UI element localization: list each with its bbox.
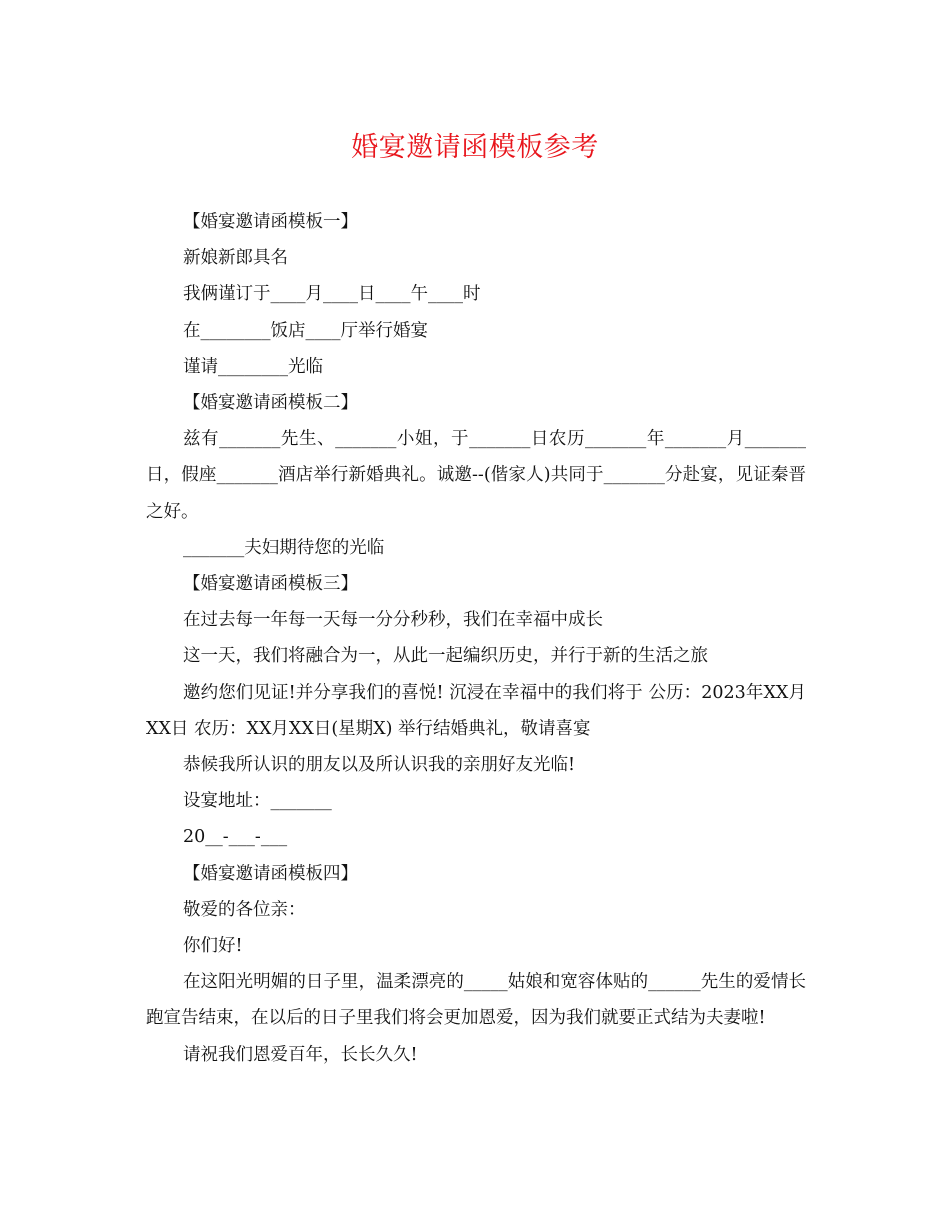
section-heading-template-1: 【婚宴邀请函模板一】 <box>183 212 358 232</box>
paragraph: 邀约您们见证!并分享我们的喜悦! 沉浸在幸福中的我们将于 公历：2023年XX月XX日 农历：XX月XX日(星期X) 举行结婚典礼，敬请喜宴 <box>146 682 806 739</box>
paragraph: 请祝我们恩爱百年，长长久久! <box>183 1044 418 1065</box>
paragraph: 设宴地址：_______ <box>183 791 332 812</box>
paragraph: 敬爱的各位亲： <box>183 899 306 920</box>
paragraph: 你们好! <box>183 936 243 957</box>
paragraph: 我俩谨订于____月____日____午____时 <box>183 284 481 305</box>
paragraph: 20__-___-___ <box>183 827 288 848</box>
section-heading-template-2: 【婚宴邀请函模板二】 <box>183 393 358 414</box>
paragraph: 在这阳光明媚的日子里，温柔漂亮的_____姑娘和宽容体贴的______先生的爱情长跑宣告结束，在以后的日子里我们将会更加恩爱，因为我们就要正式结为夫妻啦! <box>146 972 806 1029</box>
document-title: 婚宴邀请函模板参考 <box>351 132 599 163</box>
paragraph: 谨请________光临 <box>183 356 323 377</box>
paragraph: _______夫妇期待您的光临 <box>183 537 385 558</box>
section-heading-template-3: 【婚宴邀请函模板三】 <box>183 574 358 595</box>
paragraph: 这一天，我们将融合为一，从此一起编织历史，并行于新的生活之旅 <box>183 646 708 667</box>
paragraph: 恭候我所认识的朋友以及所认识我的亲朋好友光临! <box>183 755 576 776</box>
paragraph: 兹有_______先生、_______小姐，于_______日农历_______年_______月_______日，假座_______酒店举行新婚典礼。诚邀--(偕家人)共同于_______分赴宴，见证秦晋之好。 <box>146 429 806 522</box>
paragraph: 新娘新郎具名 <box>183 248 288 269</box>
section-heading-template-4: 【婚宴邀请函模板四】 <box>183 863 358 884</box>
paragraph: 在过去每一年每一天每一分分秒秒，我们在幸福中成长 <box>183 610 603 631</box>
document-body <box>146 204 806 1073</box>
paragraph: 在________饭店____厅举行婚宴 <box>183 320 428 341</box>
